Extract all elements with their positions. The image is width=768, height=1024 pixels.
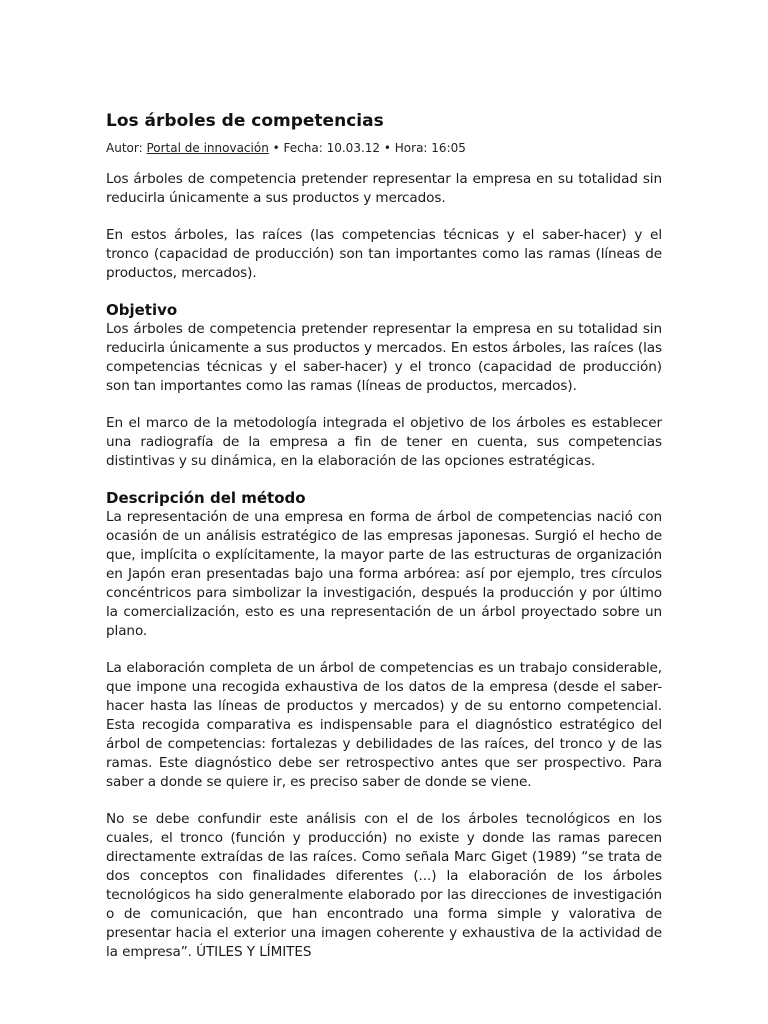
section-descripcion bbox=[106, 489, 662, 962]
intro-paragraph: En estos árboles, las raíces (las competencias técnicas y el saber-hacer) y el tronco (capacidad de producción) son tan importantes como las ramas (líneas de productos, mercados). bbox=[106, 227, 662, 281]
intro-paragraph: Los árboles de competencia pretender representar la empresa en su totalidad sin reducirla únicamente a sus productos y mercados. bbox=[106, 171, 662, 206]
body-paragraph: En el marco de la metodología integrada el objetivo de los árboles es establecer una radiografía de la empresa a fin de tener en cuenta, sus competencias distintivas y su dinámica, en la elaboración de las opciones estratégicas. bbox=[106, 415, 662, 469]
time-value: 16:05 bbox=[431, 141, 466, 155]
time-label: Hora: bbox=[394, 141, 428, 155]
meta-separator: • bbox=[272, 141, 280, 155]
article-meta bbox=[106, 138, 662, 158]
article-title: Los árboles de competencias bbox=[106, 111, 384, 131]
section-objetivo bbox=[106, 301, 662, 471]
date-label: Fecha: bbox=[283, 141, 323, 155]
date-value: 10.03.12 bbox=[326, 141, 381, 155]
body-paragraph: Los árboles de competencia pretender representar la empresa en su totalidad sin reducirla únicamente a sus productos y mercados. En estos árboles, las raíces (las competencias técnicas y el saber-hacer) y el tronco (capacidad de producción) son tan importantes como las ramas (líneas de productos, mercados). bbox=[106, 321, 662, 394]
author-label: Autor: bbox=[106, 141, 143, 155]
meta-separator: • bbox=[383, 141, 391, 155]
body-paragraph: La elaboración completa de un árbol de competencias es un trabajo considerable, que impone una recogida exhaustiva de los datos de la empresa (desde el saber-hacer hasta las líneas de productos y mercados) y de su entorno competencial. Esta recogida comparativa es indispensable para el diagnóstico estratégico del árbol de competencias: fortalezas y debilidades de las raíces, del tronco y de las ramas. Este diagnóstico debe ser retrospectivo antes que ser prospectivo. Para saber a donde se quiere ir, es preciso saber de donde se viene. bbox=[106, 660, 662, 790]
section-heading: Descripción del método bbox=[106, 489, 306, 507]
section-heading: Objetivo bbox=[106, 301, 178, 319]
body-paragraph: No se debe confundir este análisis con el de los árboles tecnológicos en los cuales, el tronco (función y producción) no existe y donde las ramas parecen directamente extraídas de las raíces. Como señala Marc Giget (1989) “se trata de dos conceptos con finalidades diferentes (...) la elaboración de los árboles tecnológicos ha sido generalmente elaborado por las direcciones de investigación o de comunicación, que han encontrado una forma simple y valorativa de presentar hacia el exterior una imagen coherente y exhaustiva de la actividad de la empresa”. ÚTILES Y LÍMITES bbox=[106, 811, 662, 960]
author-link[interactable]: Portal de innovación bbox=[146, 141, 269, 155]
document-page bbox=[106, 106, 662, 980]
body-paragraph: La representación de una empresa en forma de árbol de competencias nació con ocasión de un análisis estratégico de las empresas japonesas. Surgió el hecho de que, implícita o explícitamente, la mayor parte de las estructuras de organización en Japón eran presentadas bajo una forma arbórea: así por ejemplo, tres círculos concéntricos para simbolizar la investigación, después la producción y por último la comercialización, esto es una representación de un árbol proyectado sobre un plano. bbox=[106, 509, 662, 639]
